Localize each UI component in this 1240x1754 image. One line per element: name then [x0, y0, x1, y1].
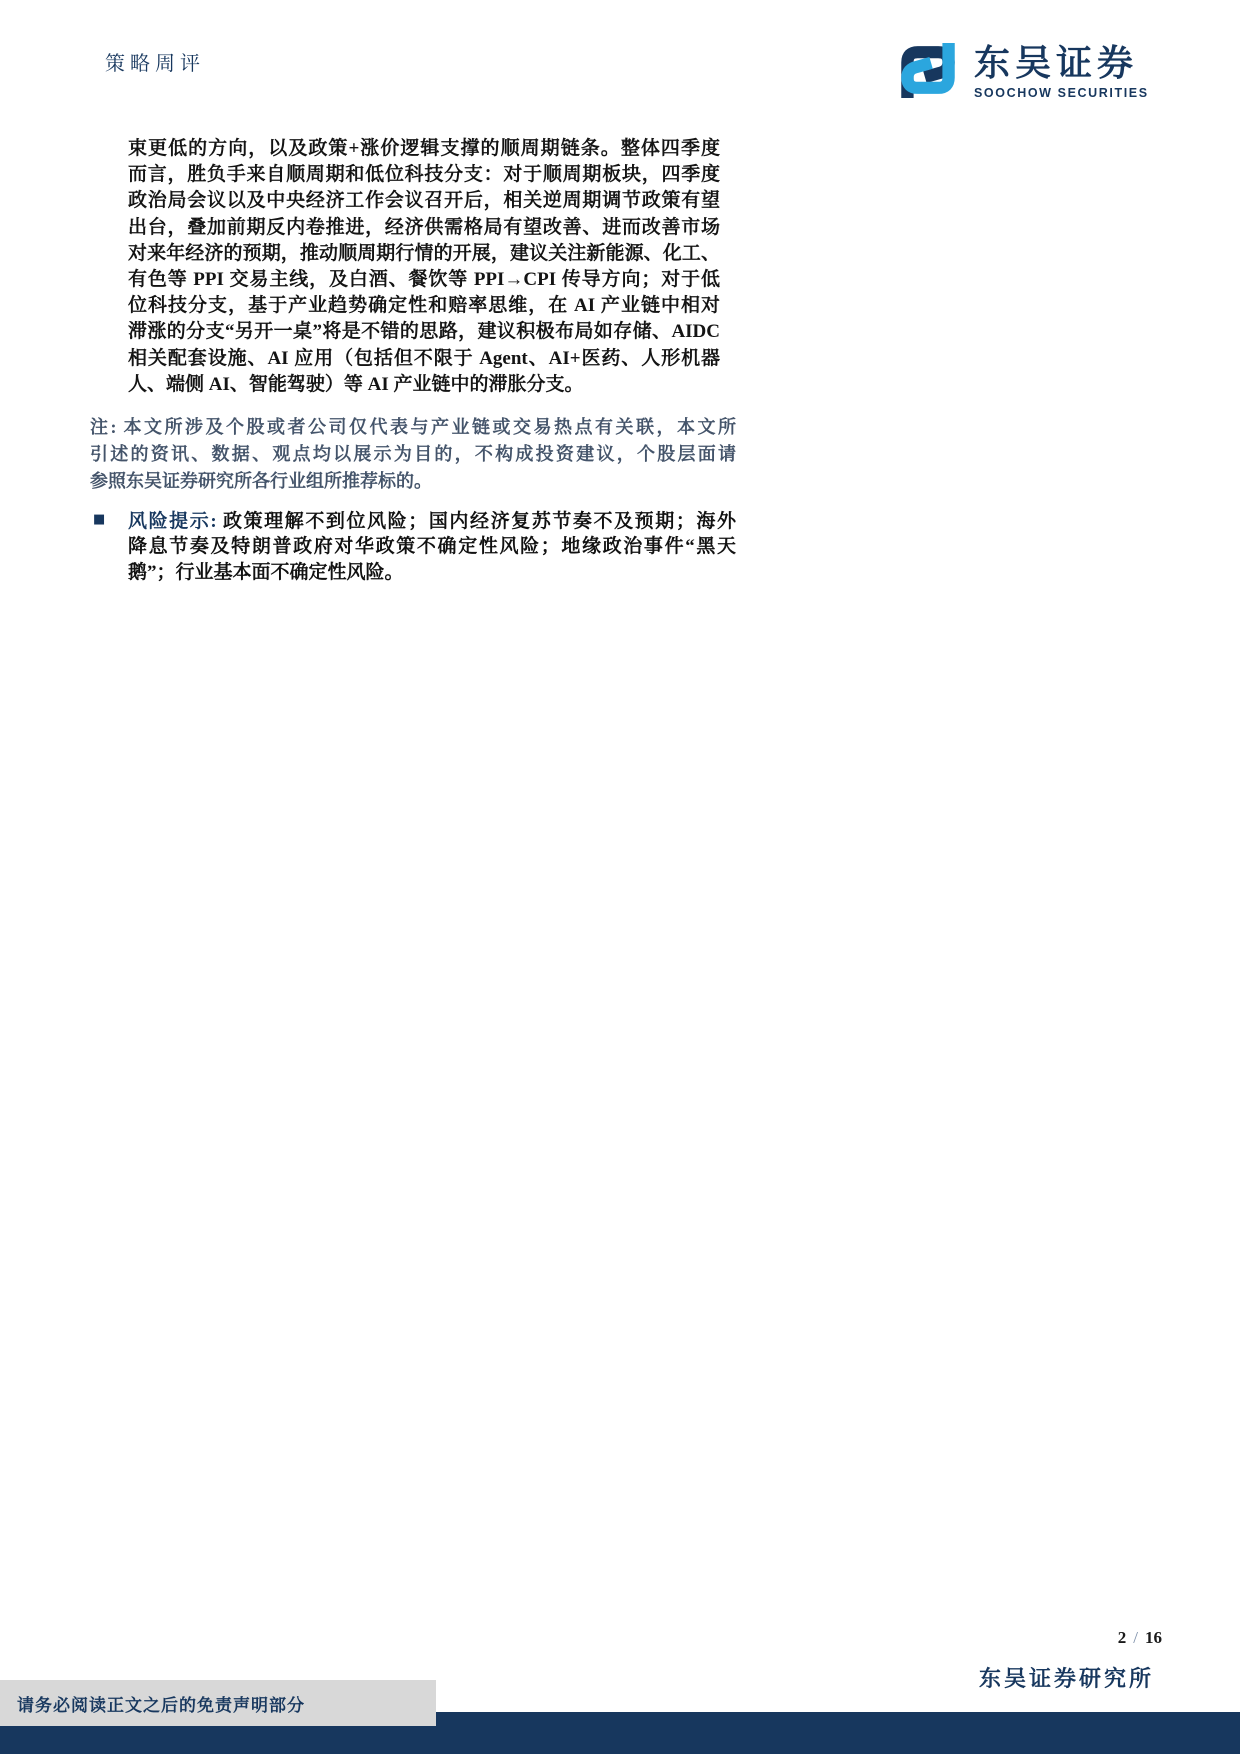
- research-institute-label: 东吴证券研究所: [978, 1666, 1154, 1691]
- body-paragraph-line: 人、端侧 AI、智能驾驶）等 AI 产业链中的滞胀分支。: [128, 373, 584, 395]
- brand-logo: [892, 42, 1149, 103]
- brand-name: [974, 45, 1149, 100]
- risk-line-text: 政策理解不到位风险；国内经济复苏节奏不及预期；海外: [223, 511, 736, 533]
- body-paragraph-line: 对来年经济的预期，推动顺周期行情的开展，建议关注新能源、化工、: [128, 242, 720, 264]
- risk-line: [128, 509, 736, 534]
- body-paragraph-line: 束更低的方向，以及政策+涨价逻辑支撑的顺周期链条。整体四季度: [128, 138, 720, 159]
- risk-warning-section: [90, 509, 736, 585]
- page-number-current: 2: [1117, 1628, 1127, 1647]
- disclaimer-box: [0, 1680, 436, 1726]
- risk-label: 风险提示:: [128, 511, 223, 533]
- body-paragraph-line: 相关配套设施、AI 应用（包括但不限于 Agent、AI+医药、人形机器: [128, 347, 720, 369]
- brand-name-cn: 东吴证券: [974, 43, 1139, 84]
- note-paragraph: [90, 414, 736, 495]
- body-paragraph-line: 而言，胜负手来自顺周期和低位科技分支：对于顺周期板块，四季度: [128, 164, 720, 186]
- bullet-square-icon: ■: [93, 512, 106, 528]
- note-line: 注: 本文所涉及个股或者公司仅代表与产业链或交易热点有关联，本文所: [90, 417, 736, 438]
- note-line: 参照东吴证券研究所各行业组所推荐标的。: [90, 471, 432, 492]
- body-paragraph-line: 滞涨的分支“另开一桌”将是不错的思路，建议积极布局如存储、AIDC: [128, 321, 720, 343]
- risk-line: 降息节奏及特朗普政府对华政策不确定性风险；地缘政治事件“黑天: [128, 536, 736, 558]
- report-type-label: 策略周评: [105, 53, 205, 75]
- body-paragraph-line: 出台，叠加前期反内卷推进，经济供需格局有望改善、进而改善市场: [128, 216, 720, 238]
- disclaimer-text: 请务必阅读正文之后的免责声明部分: [17, 1695, 305, 1715]
- page-number-total: 16: [1145, 1628, 1162, 1647]
- page-number-separator: /: [1133, 1628, 1138, 1647]
- body-paragraph-line: 政治局会议以及中央经济工作会议召开后，相关逆周期调节政策有望: [128, 190, 720, 212]
- body-paragraph-line: 位科技分支，基于产业趋势确定性和赔率思维，在 AI 产业链中相对: [128, 295, 720, 317]
- risk-line: 鹅”；行业基本面不确定性风险。: [128, 561, 404, 583]
- body-paragraph: [128, 136, 720, 398]
- page-number: [1118, 1628, 1162, 1648]
- note-line: 引述的资讯、数据、观点均以展示为目的，不构成投资建议，个股层面请: [90, 444, 736, 465]
- brand-name-en: SOOCHOW SECURITIES: [974, 85, 1149, 100]
- body-paragraph-line: 有色等 PPI 交易主线，及白酒、餐饮等 PPI→CPI 传导方向；对于低: [128, 269, 720, 291]
- main-content: [90, 136, 736, 585]
- soochow-logo-icon: [892, 42, 964, 103]
